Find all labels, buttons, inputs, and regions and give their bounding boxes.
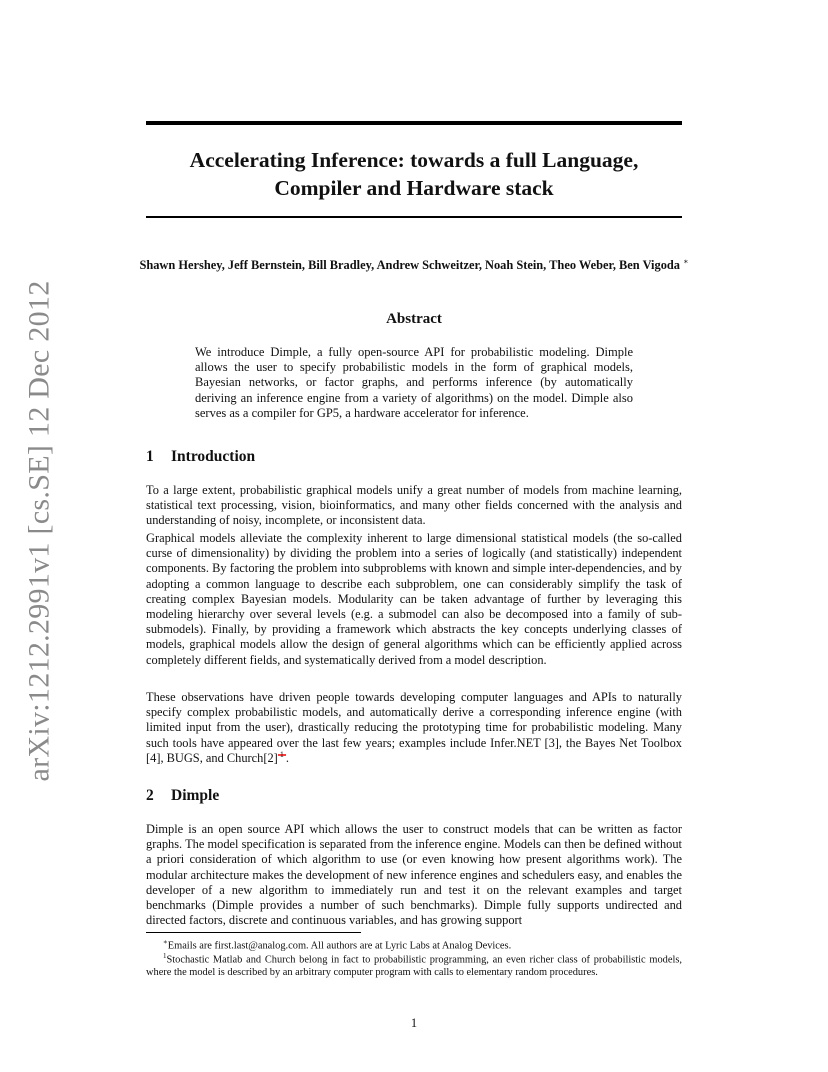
footnote-text: Stochastic Matlab and Church belong in fact to probabilistic programming, an even richer class of probabilistic models, where the model is described by an arbitrary computer program with calls to elementary random procedures. [146, 954, 682, 979]
section-heading-dimple [146, 787, 219, 805]
paper-title-line-2: Compiler and Hardware stack [274, 176, 554, 200]
section-heading-introduction [146, 448, 255, 466]
intro-paragraph-3-text: These observations have driven people towards developing computer languages and APIs to naturally specify complex probabilistic models, and automatically derive a corresponding inference engine (with limited input from the user), drastically reducing the prototyping time for probabilistic modeling. Many such tools have appeared over the last few years; examples include Infer.NET [3], the Bayes Net Toolbox [4], BUGS, and Church[2] [146, 690, 682, 765]
paper-title [146, 146, 682, 202]
arxiv-identifier [20, 280, 60, 782]
dimple-paragraph-1: Dimple is an open source API which allows the user to construct models that can be written as factor graphs. The model specification is separated from the inference engine. Models can then be defined without a priori consideration of which algorithm to use (or even knowing how present algorithms work). The modular architecture makes the development of new inference engines and schedulers easy, and enables the developer of a new algorithm to immediately run and test it on the relevant examples and target benchmarks (Dimple provides a number of such benchmarks). Dimple fully supports undirected and directed factors, discrete and continuous variables, and has growing support [146, 822, 682, 928]
paper-title-line-1: Accelerating Inference: towards a full Language, [189, 148, 639, 172]
title-bottom-rule [146, 216, 682, 218]
footnote-text: Emails are first.last@analog.com. All authors are at Lyric Labs at Analog Devices. [167, 940, 512, 952]
abstract-heading: Abstract [386, 311, 442, 327]
intro-paragraph-2: Graphical models alleviate the complexity inherent to large dimensional statistical models (the so-called curse of dimensionality) by dividing the problem into a series of logically (and statistically) independent components. By factoring the problem into subproblems with known and simple inter-dependencies, and by adopting a common language to describe each subproblem, one can considerably simplify the task of creating complex Bayesian models. Modularity can be taken advantage of further by leveraging this modeling hierarchy over several levels (e.g. a submodel can also be decomposed into a family of sub-submodels). Finally, by providing a framework which abstracts the key concepts underlying classes of models, graphical models allow the design of general algorithms which can be efficiently applied across completely different fields, and systematically derived from a model description. [146, 531, 682, 667]
arxiv-identifier-text: arXiv:1212.2991v1 [cs.SE] 12 Dec 2012 [23, 280, 56, 782]
intro-paragraph-1: To a large extent, probabilistic graphical models unify a great number of models from machine learning, statistical text processing, vision, bioinformatics, and many other fields concerned with the analysis and understanding of noisy, incomplete, or inconsistent data. [146, 483, 682, 528]
footnote-divider [146, 932, 361, 933]
footnote-mark: 1 [163, 952, 167, 960]
title-top-rule [146, 121, 682, 125]
page-number: 1 [410, 1016, 418, 1030]
footnote-2 [146, 950, 682, 979]
author-list [120, 257, 708, 273]
intro-paragraph-3: These observations have driven people towards developing computer languages and APIs to naturally specify complex probabilistic models, and automatically derive a corresponding inference engine (with limited input from the user), drastically reducing the prototyping time for probabilistic modeling. Many such tools have appeared over the last few years; examples include Infer.NET [3], the Bayes Net Toolbox [4], BUGS, and Church[2] 1 . [146, 690, 682, 765]
author-names: Shawn Hershey, Jeff Bernstein, Bill Bradley, Andrew Schweitzer, Noah Stein, Theo Weber, Ben Vigoda [139, 258, 680, 273]
footnote-mark: ∗ [163, 938, 168, 946]
footnote-link[interactable]: 1 [279, 749, 284, 759]
section-number: 1 [146, 448, 154, 465]
section-number: 2 [146, 787, 154, 804]
author-footnote-mark: ∗ [683, 257, 689, 266]
section-title: Dimple [171, 787, 220, 804]
abstract-text: We introduce Dimple, a fully open-source API for probabilistic modeling. Dimple allows the user to specify probabilistic models in the form of graphical models, Bayesian networks, or factor graphs, and performs inference (by automatically deriving an inference engine from a variety of algorithms) on the model. Dimple also serves as a compiler for GP5, a hardware accelerator for inference. [195, 345, 633, 420]
section-title: Introduction [171, 448, 256, 465]
